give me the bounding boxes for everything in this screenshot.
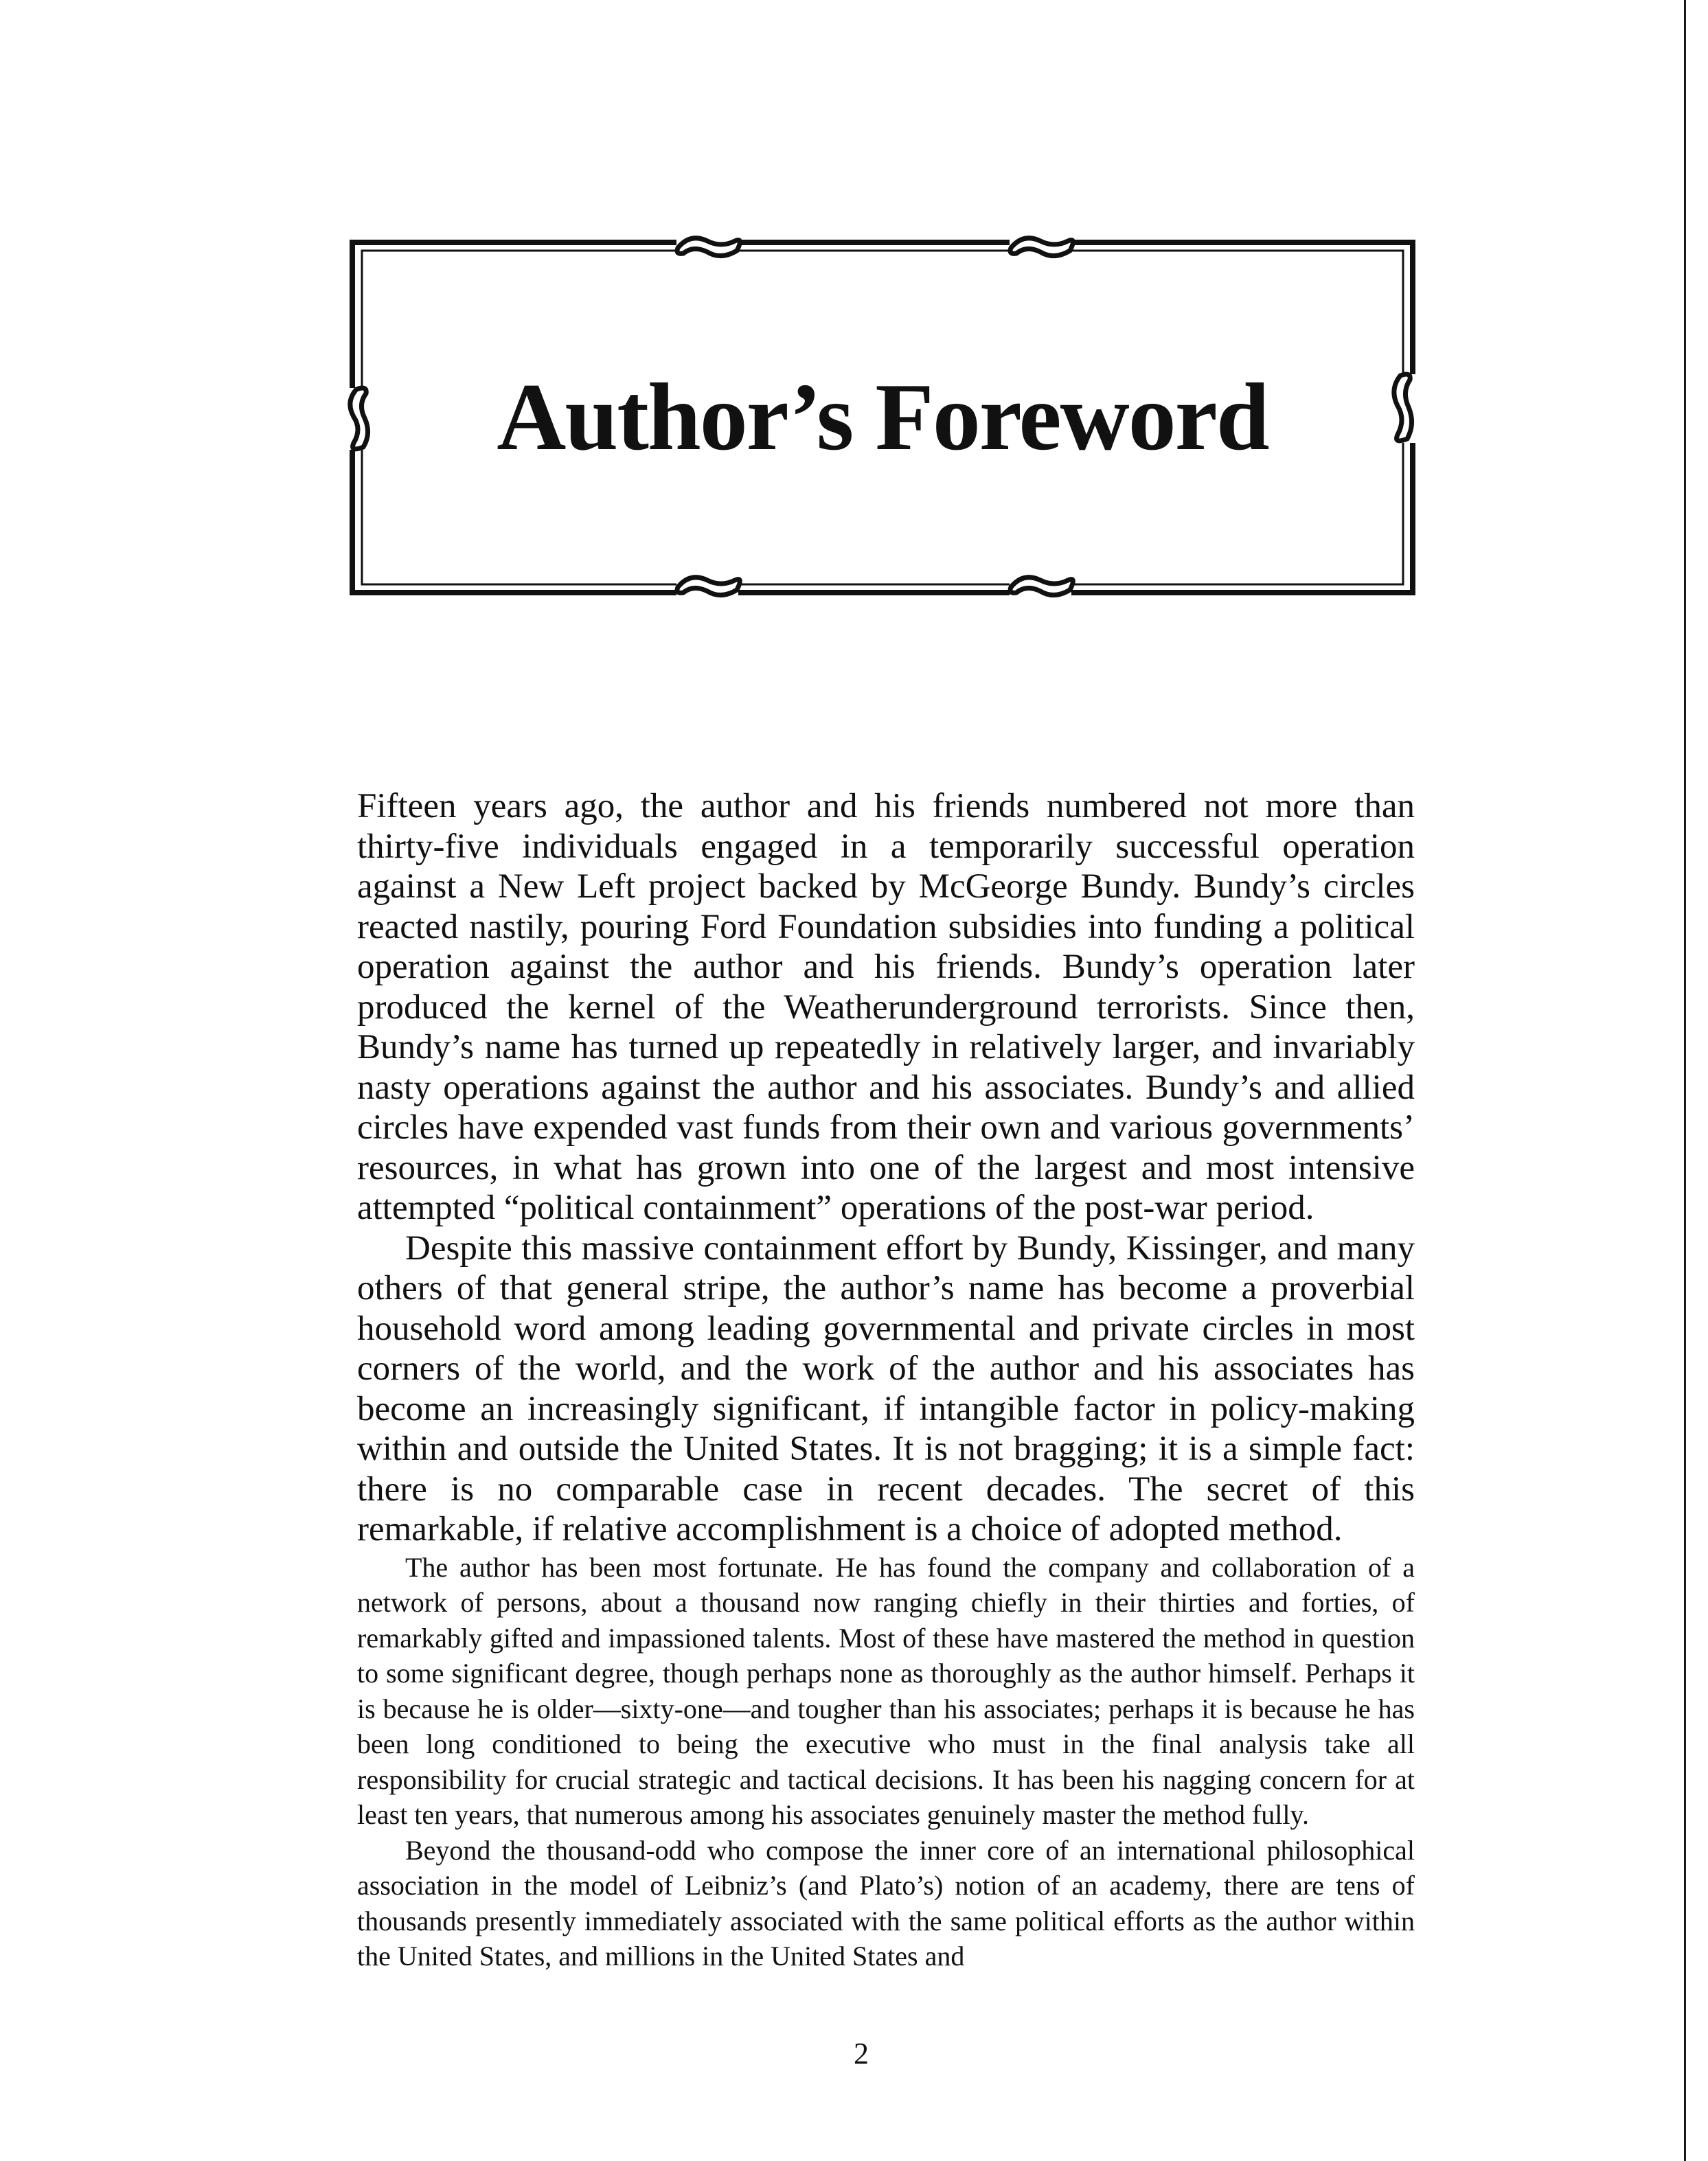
body-text	[357, 786, 1415, 1974]
paragraph-3: The author has been most fortunate. He has found the company and collaboration of a network of persons, about a thousand now ranging chiefly in their thirties and forties, of remarkably gifted and impassioned talents. Most of these have mastered the method in question to some significant degree, though perhaps none as thoroughly as the author himself. Perhaps it is because he is older—sixty-one—and tougher than his associates; perhaps it is because he has been long conditioned to being the executive who must in the final analysis take all responsibility for crucial strategic and tactical decisions. It has been his nagging concern for at least ten years, that numerous among his associates genuinely master the method fully.	[357, 1551, 1415, 1830]
page-title: Author’s Foreword	[497, 364, 1268, 470]
title-frame	[347, 230, 1418, 604]
paragraph-4: Beyond the thousand-odd who compose the inner core of an international philosophical association in the model of Leibniz’s (and Plato’s) notion of an academy, there are tens of thousands presently immediately associated with the same political efforts as the author within the United States, and millions in the United States and	[357, 1834, 1415, 1971]
paragraph-1: Fifteen years ago, the author and his friends numbered not more than thirty-five individuals engaged in a temporarily successful operation against a New Left project backed by McGeorge Bundy. Bundy’s circles reacted nastily, pouring Ford Foundation subsidies into funding a political operation against the author and his friends. Bundy’s operation later produced the kernel of the Weatherunderground terrorists. Since then, Bundy’s name has turned up repeatedly in relatively larger, and invariably nasty operations against the author and his associates. Bundy’s and allied circles have expended vast funds from their own and various governments’ resources, in what has grown into one of the largest and most intensive attempted “political containment” operations of the post-war period.	[357, 787, 1415, 1227]
page-number: 2	[854, 2037, 869, 2070]
page-edge-rule	[1684, 0, 1686, 2161]
paragraph-2: Despite this massive containment effort by Bundy, Kissinger, and many others of that general stripe, the author’s name has become a proverbial household word among leading governmental and private circles in most corners of the world, and the work of the author and his associates has become an increasingly significant, if intangible factor in policy-making within and outside the United States. It is not bragging; it is a simple fact: there is no comparable case in recent decades. The secret of this remarkable, if relative accomplishment is a choice of adopted method.	[357, 1228, 1415, 1548]
